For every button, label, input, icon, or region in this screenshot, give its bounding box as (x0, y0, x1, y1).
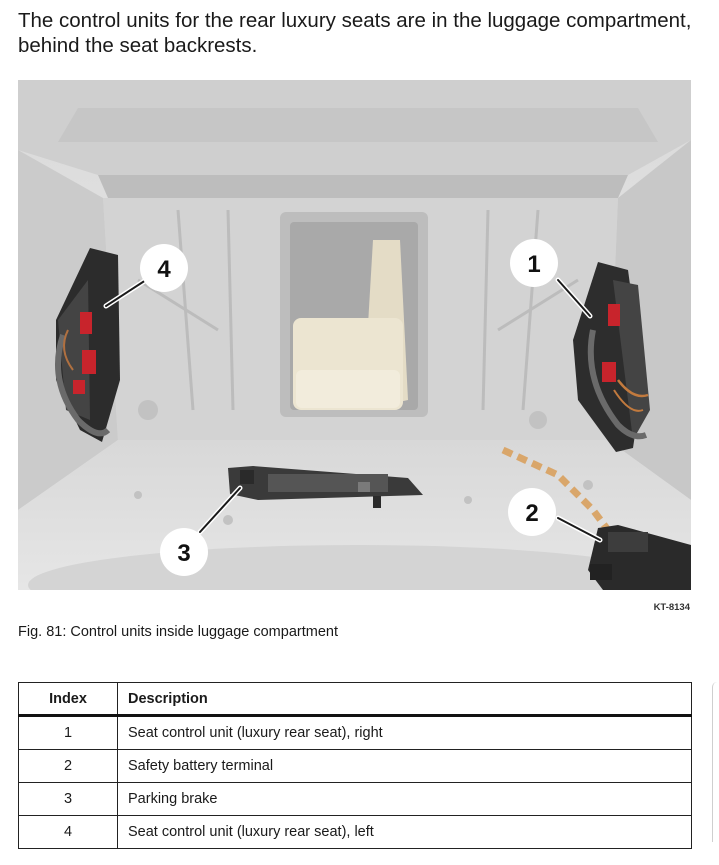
svg-text:4: 4 (157, 256, 171, 283)
figure-image-id: KT-8134 (653, 602, 690, 613)
table-row (19, 816, 692, 849)
table-row (19, 750, 692, 783)
callout-3 (160, 528, 208, 576)
row-index: 1 (19, 716, 118, 750)
row-index: 4 (19, 816, 118, 849)
intro-text: The control units for the rear luxury seats are in the luggage compartment, behind the seat backrests. (18, 9, 692, 57)
row-description: Seat control unit (luxury rear seat), left (118, 816, 692, 849)
svg-text:1: 1 (527, 251, 541, 278)
scroll-edge-indicator (712, 682, 717, 842)
legend-table (18, 682, 692, 849)
callout-1 (510, 239, 558, 287)
row-index: 2 (19, 750, 118, 783)
figure-caption: Fig. 81: Control units inside luggage compartment (18, 624, 338, 640)
callout-4 (140, 244, 188, 292)
svg-text:3: 3 (177, 540, 191, 567)
header-index: Index (19, 683, 118, 716)
table-row (19, 716, 692, 750)
row-description: Parking brake (118, 783, 692, 816)
header-description: Description (118, 683, 692, 716)
row-index: 3 (19, 783, 118, 816)
legend-header-row (19, 683, 692, 716)
row-description: Seat control unit (luxury rear seat), right (118, 716, 692, 750)
table-row (19, 783, 692, 816)
svg-text:2: 2 (525, 500, 539, 527)
row-description: Safety battery terminal (118, 750, 692, 783)
luggage-compartment-photo (18, 80, 691, 590)
callout-2 (508, 488, 556, 536)
